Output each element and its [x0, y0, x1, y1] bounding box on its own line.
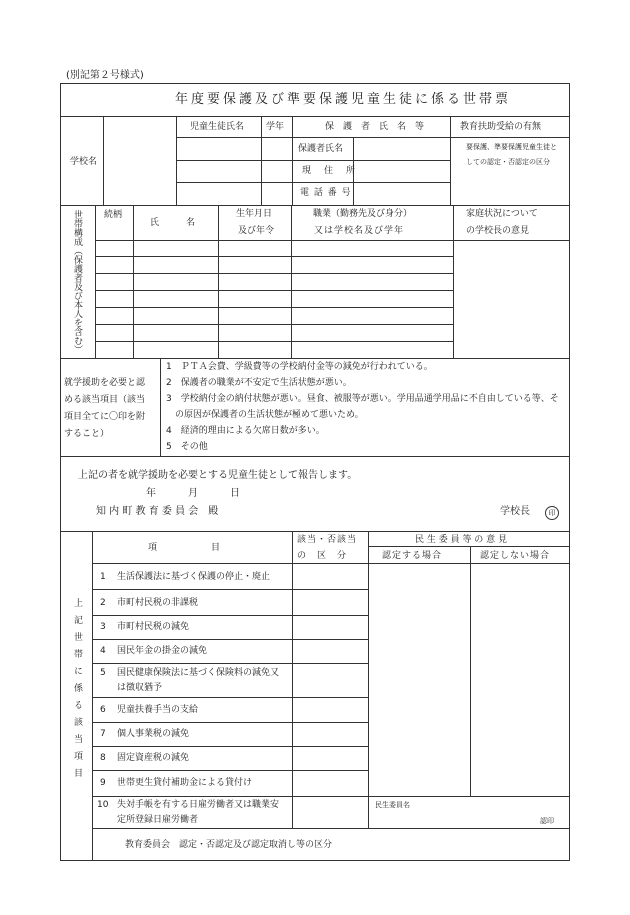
school-name-field[interactable] — [104, 117, 176, 205]
aid-note-2: しての認定・否認定の区分 — [466, 158, 550, 166]
reason-item[interactable]: 2 保護者の職業が不安定で生活状態が悪い。 — [166, 378, 352, 388]
relation-header: 続柄 — [104, 210, 123, 220]
student-name-field-2[interactable] — [177, 161, 261, 182]
criteria-item-text: 児童扶養手当の支給 — [117, 705, 199, 715]
criteria-item-text: 固定資産税の減免 — [117, 753, 190, 763]
criteria-item-text: 失対手帳を有する日雇労働者又は職業安 — [117, 800, 280, 810]
criteria-item-no: 5 — [100, 668, 106, 678]
criteria-item-text: 世帯更生貸付補助金による貸付け — [117, 778, 253, 788]
school-name-label: 学校名 — [70, 157, 98, 167]
guardian-name-label: 保護者氏名 — [298, 144, 344, 154]
board-label: 教育委員会 認定・否認定及び認定取消し等の区分 — [125, 840, 333, 850]
deny-header: 認定しない場合 — [480, 551, 551, 561]
principal-seal-icon: 印 — [545, 506, 559, 520]
criteria-item-text: 市町村民税の減免 — [117, 622, 190, 632]
criteria-item-no: 7 — [100, 729, 106, 739]
aid-note-1: 要保護、準要保護児童生徒と — [466, 143, 557, 151]
principal-opinion-field[interactable] — [454, 241, 570, 358]
birth-header-1: 生年月日 — [236, 209, 273, 219]
form-title: 年度要保護及び準要保護児童生徒に係る世帯票 — [175, 92, 512, 107]
report-addressee: 知 内 町 教 育 委 員 会 殿 — [96, 506, 219, 517]
classification-field-4[interactable] — [293, 640, 368, 663]
welfare-member-label: 民生委員名 — [375, 801, 410, 809]
report-statement: 上記の者を就学援助を必要とする児童生徒として報告します。 — [78, 470, 358, 481]
criteria-item-no: 2 — [100, 598, 106, 608]
guardian-header: 保 護 者 氏 名 等 — [325, 122, 425, 132]
guardian-name-field[interactable] — [354, 138, 450, 160]
opinion-header-2: の学校長の意見 — [466, 226, 530, 236]
classification-field-9[interactable] — [293, 771, 368, 796]
birth-header-2: 及び年令 — [238, 226, 275, 236]
criteria-item-no: 6 — [100, 705, 106, 715]
principal-label: 学校長 — [500, 506, 530, 517]
classification-field-2[interactable] — [293, 590, 368, 615]
report-month: 月 — [188, 488, 198, 499]
classification-field-10[interactable] — [293, 797, 368, 828]
form-label: (別記第２号様式) — [66, 70, 144, 81]
job-header-2: 又は学校名及び学年 — [314, 226, 405, 236]
welfare-seal-label: 認印 — [540, 817, 554, 825]
grade-header: 学年 — [266, 122, 285, 132]
classification-field-1[interactable] — [293, 564, 368, 589]
reason-item[interactable]: 1 ＰＴＡ会費、学級費等の学校納付金等の減免が行われている。 — [166, 362, 433, 372]
report-day: 日 — [230, 488, 240, 499]
welfare-member-field[interactable] — [369, 810, 529, 827]
criteria-item-text: 生活保護法に基づく保護の停止・廃止 — [117, 572, 271, 582]
criteria-item-text: 国民年金の掛金の減免 — [117, 646, 208, 656]
welfare-header: 民 生 委 員 等 の 意 見 — [415, 535, 508, 545]
name-header: 氏 名 — [150, 218, 196, 228]
reason-item[interactable]: 4 経済的理由による欠席日数が多い。 — [166, 426, 325, 436]
class-header-2: の 区 分 — [297, 551, 348, 561]
class-header-1: 該当・否該当 — [297, 535, 358, 545]
deny-opinion-field[interactable] — [471, 564, 570, 796]
criteria-item-text: 国民健康保険法に基づく保険料の減免又 — [117, 668, 280, 678]
criteria-item-no: 4 — [100, 646, 106, 656]
student-name-field-1[interactable] — [177, 138, 261, 160]
classification-field-5[interactable] — [293, 664, 368, 697]
criteria-item-text: は徴収猶予 — [117, 683, 163, 693]
approve-header: 認定する場合 — [382, 551, 443, 561]
board-decision-field[interactable] — [300, 830, 568, 859]
classification-field-6[interactable] — [293, 698, 368, 722]
classification-field-7[interactable] — [293, 723, 368, 746]
household-side-label: 世帯構成（保護者及び本人を含む） — [72, 210, 82, 354]
reason-item-continued: の原因が保護者の生活状態が極めて悪いため。 — [166, 410, 364, 420]
reason-item[interactable]: 3 学校納付金の納付状態が悪い。昼食、被服等が悪い。学用品通学用品に不自由している等、そ — [166, 394, 559, 404]
aid-header: 教育扶助受給の有無 — [460, 122, 542, 132]
reasons-label-4: すること） — [64, 429, 110, 439]
criteria-item-no: 10 — [97, 800, 109, 810]
criteria-side-label: 上記世帯に係る該当項目 — [72, 598, 82, 785]
reasons-label-3: 項目全てに〇印を附 — [64, 412, 146, 422]
phone-label: 電 話 番 号 — [300, 188, 352, 198]
criteria-item-text: 個人事業税の減免 — [117, 729, 190, 739]
reasons-label-1: 就学援助を必要と認 — [64, 378, 146, 388]
criteria-item-no: 3 — [100, 622, 106, 632]
job-header-1: 職業（勤務先及び身分） — [313, 209, 413, 219]
student-name-field-3[interactable] — [177, 183, 261, 205]
address-label: 現 住 所 — [302, 166, 358, 176]
criteria-item-no: 9 — [100, 778, 106, 788]
classification-field-3[interactable] — [293, 616, 368, 639]
reasons-label-2: める該当項目（該当 — [64, 395, 146, 405]
phone-field[interactable] — [354, 183, 450, 205]
classification-field-8[interactable] — [293, 747, 368, 770]
criteria-item-text: 市町村民税の非課税 — [117, 598, 199, 608]
address-field[interactable] — [354, 161, 450, 182]
student-name-header: 児童生徒氏名 — [190, 122, 245, 132]
reason-item[interactable]: 5 その他 — [166, 442, 208, 452]
criteria-item-header: 項 目 — [148, 543, 221, 553]
criteria-item-no: 8 — [100, 753, 106, 763]
opinion-header-1: 家庭状況について — [466, 209, 538, 219]
report-year: 年 — [146, 488, 156, 499]
criteria-item-no: 1 — [100, 572, 106, 582]
criteria-item-text: 定所登録日雇労働者 — [117, 815, 199, 825]
approve-opinion-field[interactable] — [369, 564, 470, 796]
